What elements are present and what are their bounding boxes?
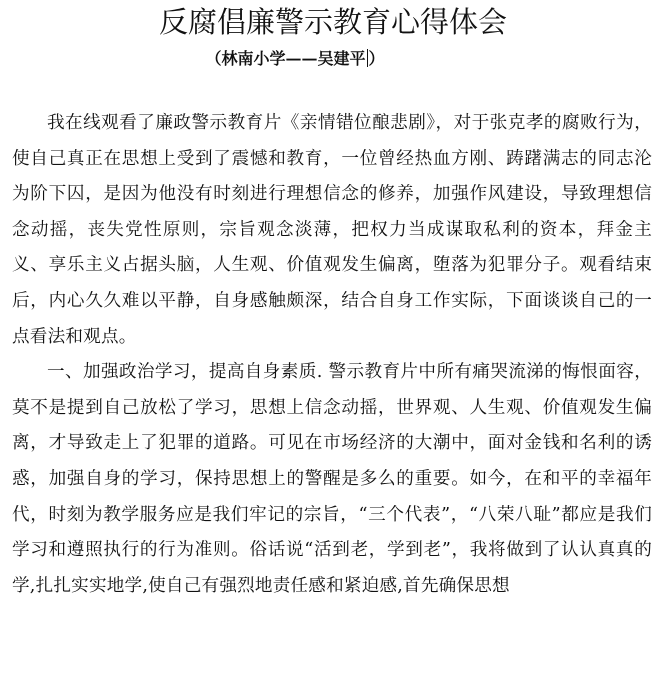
- document-title: 反腐倡廉警示教育心得体会: [158, 5, 507, 39]
- subtitle-author: （林南小学——吴建平: [205, 49, 366, 68]
- paragraph-intro: 我在线观看了廉政警示教育片《亲情错位酿悲剧》，对于张克孝的腐败行为，使自己真正在思想上受到了震憾和教育，一位曾经热血方刚、踌躇满志的同志沦为阶下囚，是因为他没有时刻进行理想信念的修养，加强作风建设，导致理想信念动摇，丧失党性原则，宗旨观念淡薄，把权力当成谋取私利的资本，拜金主义、享乐主义占据头脑，人生观、价值观发生偏离，堕落为犯罪分子。观看结束后，内心久久难以平静，自身感触颇深，结合自身工作实际，下面谈谈自己的一点看法和观点。: [12, 113, 652, 347]
- paragraph-section-one: 一、加强政治学习，提高自身素质. 警示教育片中所有痛哭流涕的悔恨面容，莫不是提到自己放松了学习，思想上信念动摇，世界观、人生观、价值观发生偏离，才导致走上了犯罪的道路。可见在市场经济的大潮中，面对金钱和名利的诱惑，加强自身的学习，保持思想上的警醒是多么的重要。如今，在和平的幸福年代，时刻为教学服务应是我们牢记的宗旨，“三个代表”，“八荣八耻”都应是我们学习和遵照执行的行为准则。俗话说“活到老，学到老”，我将做到了认认真真的学,扎扎实实地学,使自己有强烈地责任感和紧迫感,首先确保思想: [12, 362, 652, 596]
- document-subtitle: [0, 48, 590, 70]
- document-body: [12, 106, 652, 604]
- text-cursor: [367, 49, 368, 67]
- subtitle-closing-paren: ）: [368, 49, 385, 68]
